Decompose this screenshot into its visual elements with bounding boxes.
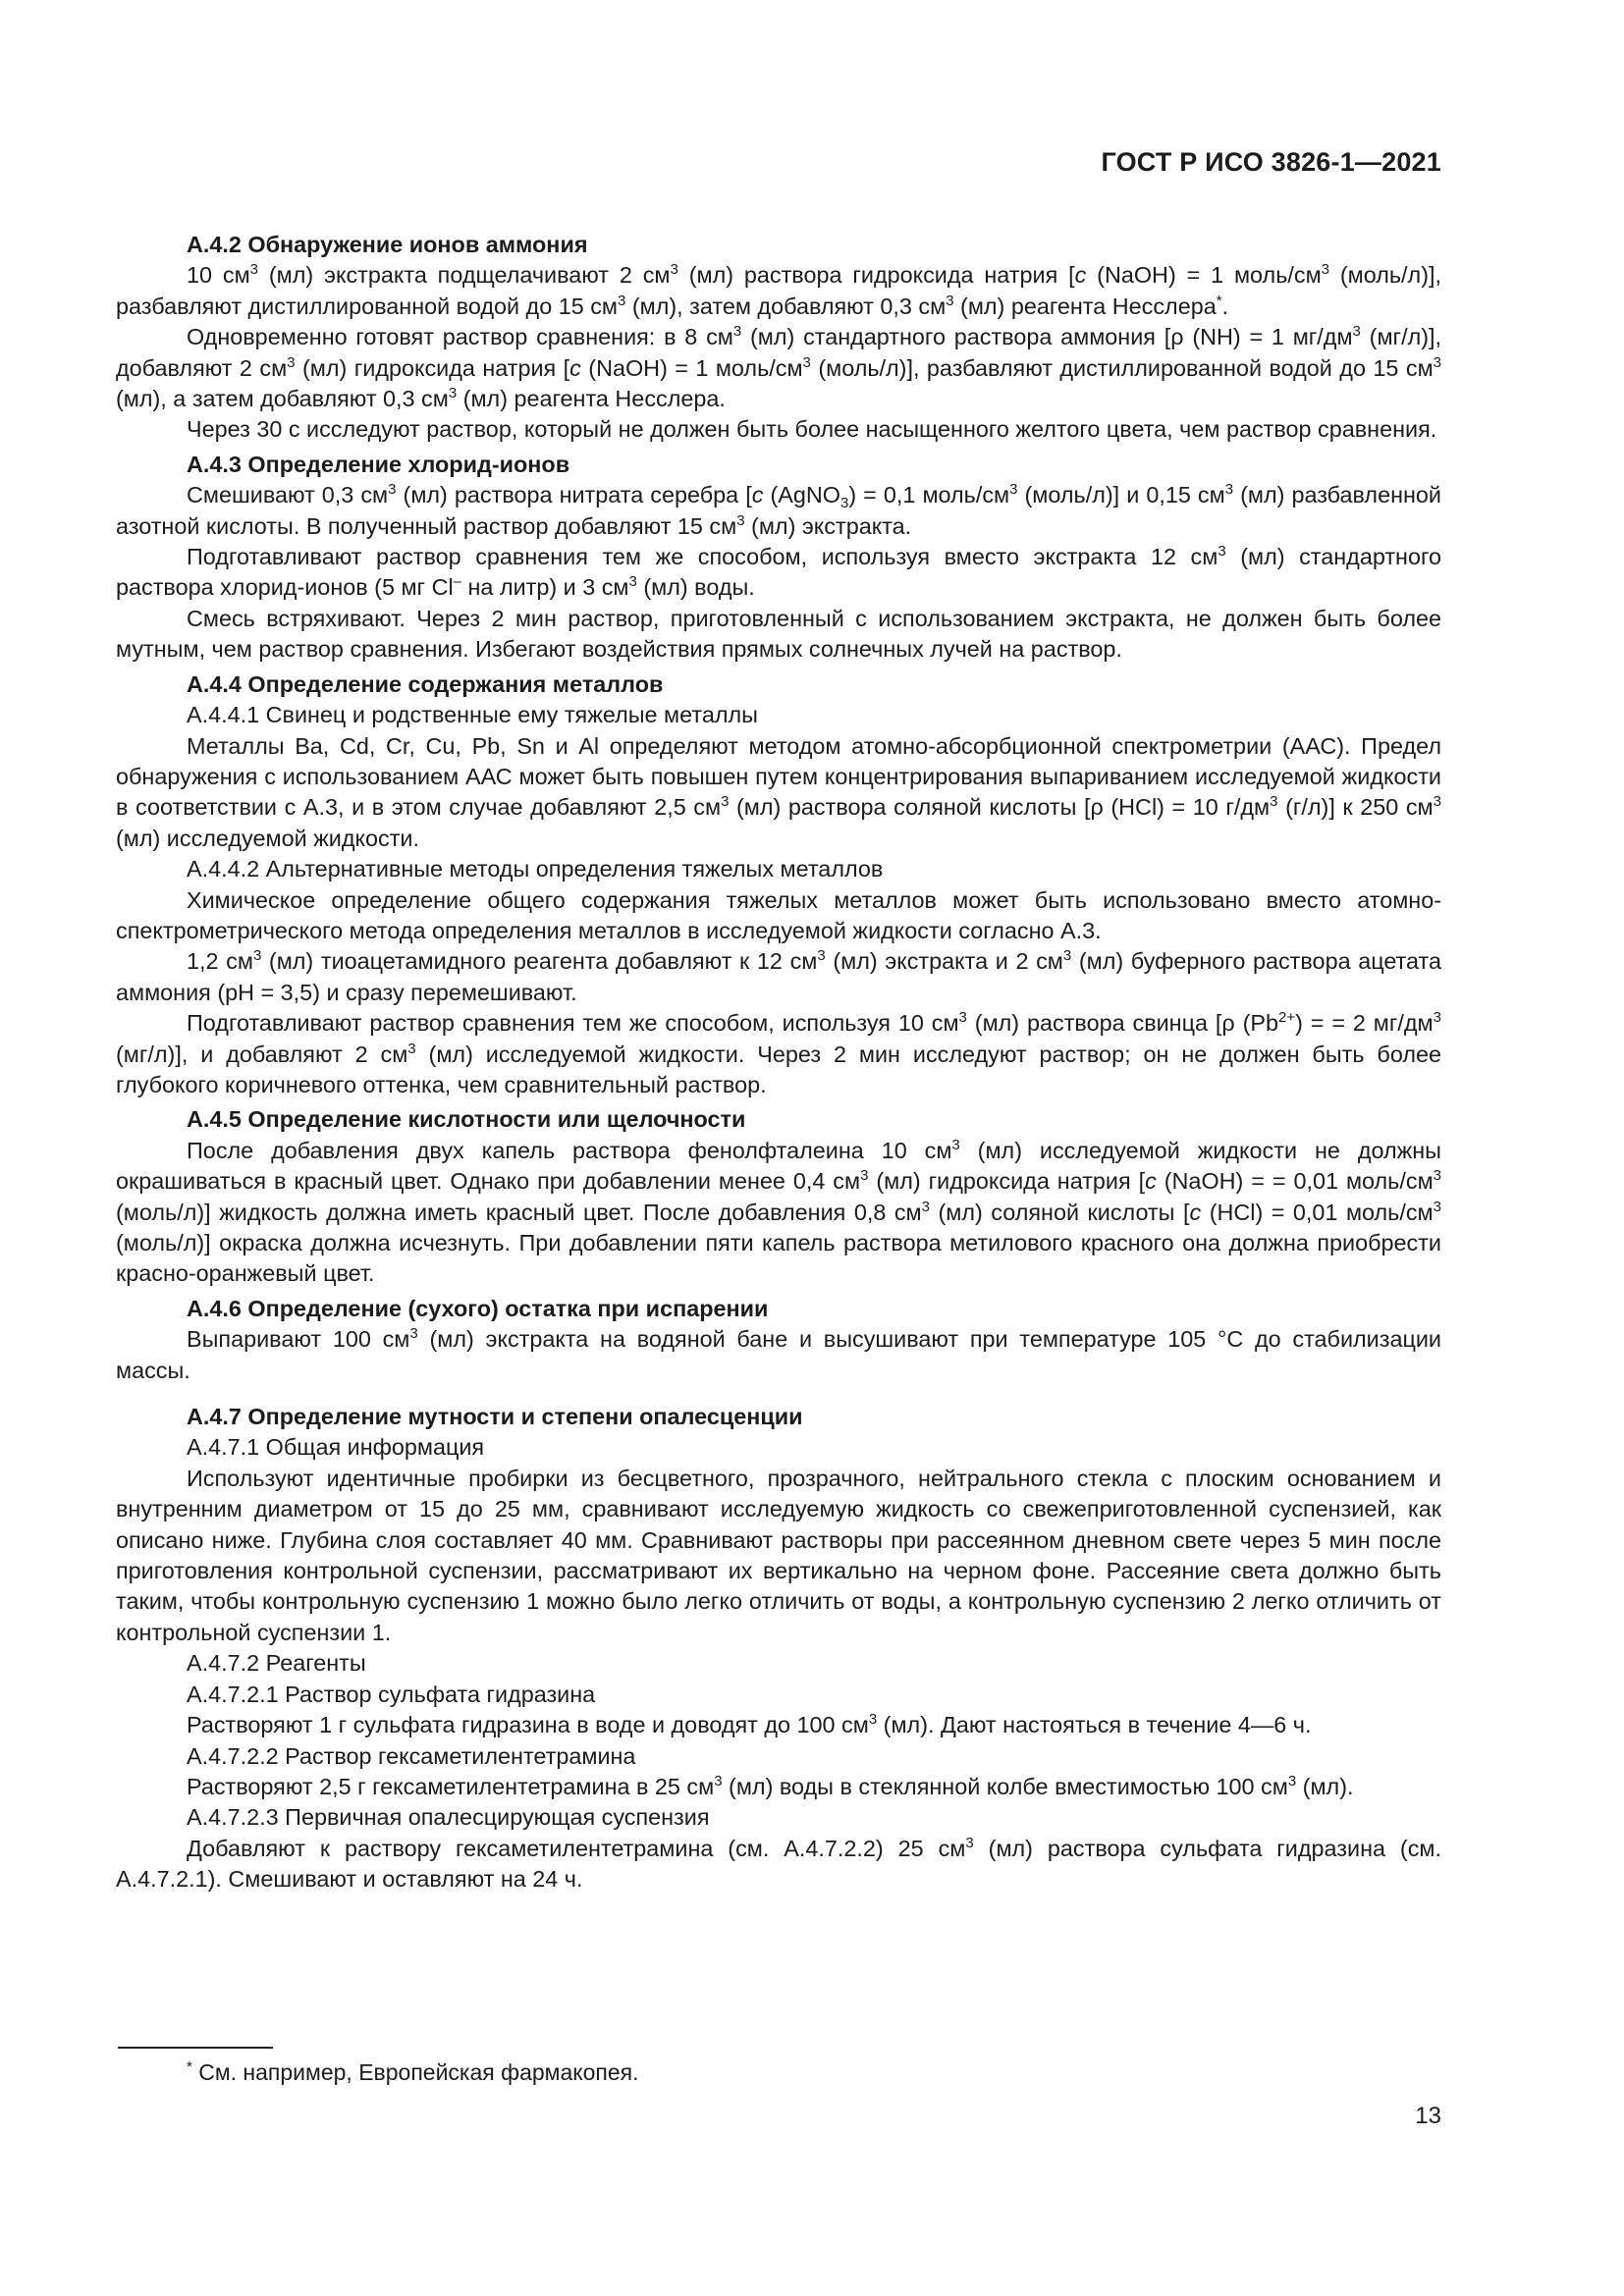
page-number: 13	[1415, 2103, 1441, 2129]
section-heading-a447: А.4.7 Определение мутности и степени опалесценции	[187, 1404, 803, 1430]
paragraph: Растворяют 1 г сульфата гидразина в воде и доводят до 100 $см^3$ (мл). Дают настояться в течение 4—6 ч.	[187, 1711, 1312, 1738]
subsection-heading: А.4.4.1 Свинец и родственные ему тяжелые металлы	[187, 702, 758, 728]
paragraph: Подготавливают раствор сравнения тем же способом, используя вместо экстракта 12 $см^3$ (мл) стандартного раствора хлорид-ионов (5 мг Cl– на литр) и 3 $см^3$ (мл) воды.	[116, 543, 1441, 601]
document-body	[116, 226, 1441, 1896]
section-heading-a446: А.4.6 Определение (сухого) остатка при испарении	[187, 1295, 769, 1321]
footnote-text: См. например, Европейская фармакопея.	[191, 2059, 639, 2085]
paragraph: Смесь встряхивают. Через 2 мин раствор, приготовленный с использованием экстракта, не должен быть более мутным, чем раствор сравнения. Избегают воздействия прямых солнечных лучей на раствор.	[116, 605, 1441, 663]
paragraph: Металлы Ba, Cd, Cr, Cu, Pb, Sn и Al определяют методом атомно-абсорбционной спектрометрии (ААС). Предел обнаружения с использованием ААС может быть повышен путем концентрирования выпариванием исследуемой жидкости в соответствии с А.3, и в этом случае добавляют 2,5 $см^3$ (мл) раствора соляной кислоты [ρ (HCl) = 10 $г/дм^3$ (г/л)] к 250 $см^3$ (мл) исследуемой жидкости.	[116, 732, 1441, 851]
paragraph: Через 30 с исследуют раствор, который не должен быть более насыщенного желтого цвета, чем раствор сравнения.	[187, 416, 1437, 443]
subsection-heading: А.4.7.2 Реагенты	[187, 1650, 366, 1677]
paragraph: Подготавливают раствор сравнения тем же способом, используя 10 $см^3$ (мл) раствора свинца [ρ $(Pb^{2+})$ = = 2 $мг/дм^3$ (мг/л)], и добавляют 2 $см^3$ (мл) исследуемой жидкости. Через 2 мин исследуют раствор; он не должен быть более глубокого коричневого оттенка, чем сравнительный раствор.	[116, 1009, 1441, 1097]
paragraph: Растворяют 2,5 г гексаметилентетрамина в 25 $см^3$ (мл) воды в стеклянной колбе вместимостью 100 $см^3$ (мл).	[187, 1772, 1354, 1799]
section-heading-a442: А.4.2 Обнаружение ионов аммония	[187, 232, 588, 257]
paragraph: Смешивают 0,3 $см^3$ (мл) раствора нитрата серебра [c (AgNO$_3$) = 0,1 моль/$см^3$ (моль/л)] и 0,15 $см^3$ (мл) разбавленной азотной кислоты. В полученный раствор добавляют 15 $см^3$ (мл) экстракта.	[116, 481, 1441, 539]
subsection-heading: А.4.4.2 Альтернативные методы определения тяжелых металлов	[187, 856, 884, 882]
paragraph: Выпаривают 100 $см^3$ (мл) экстракта на водяной бане и высушивают при температуре 105 °С до стабилизации массы.	[116, 1325, 1441, 1383]
paragraph: 10 $см^3$ (мл) экстракта подщелачивают 2 $см^3$ (мл) раствора гидроксида натрия [c (NaOH) = 1 моль/$см^3$ (моль/л)], разбавляют дистиллированной водой до 15 $см^3$ (мл), затем добавляют 0,3 $см^3$ (мл) реагента Несслера*.	[116, 261, 1441, 319]
subsection-heading: А.4.7.2.3 Первичная опалесцирующая суспензия	[187, 1804, 710, 1831]
section-heading-a443: А.4.3 Определение хлорид-ионов	[187, 451, 570, 477]
paragraph: Добавляют к раствору гексаметилентетрамина (см. А.4.7.2.2) 25 $см^3$ (мл) раствора сульфата гидразина (см. А.4.7.2.1). Смешивают и оставляют на 24 ч.	[116, 1834, 1441, 1893]
paragraph: Химическое определение общего содержания тяжелых металлов может быть использовано вместо атомно-спектрометрического метода определения металлов в исследуемой жидкости согласно А.3.	[116, 886, 1441, 943]
paragraph: Одновременно готовят раствор сравнения: в 8 $см^3$ (мл) стандартного раствора аммония [ρ (NH) = 1 $мг/дм^3$ (мг/л)], добавляют 2 $см^3$ (мл) гидроксида натрия [c (NaOH) = 1 моль/$см^3$ (моль/л)], разбавляют дистиллированной водой до 15 $см^3$ (мл), а затем добавляют 0,3 $см^3$ (мл) реагента Несслера.	[116, 323, 1442, 412]
subsection-heading: А.4.7.2.2 Раствор гексаметилентетрамина	[187, 1742, 636, 1769]
footnote-mark: *	[187, 2058, 192, 2075]
section-heading-a445: А.4.5 Определение кислотности или щелочности	[187, 1106, 746, 1133]
paragraph: После добавления двух капель раствора фенолфталеина 10 $см^3$ (мл) исследуемой жидкости не должны окрашиваться в красный цвет. Однако при добавлении менее 0,4 $см^3$ (мл) гидроксида натрия [c (NaOH) = = 0,01 моль/$см^3$ (моль/л)] жидкость должна иметь красный цвет. После добавления 0,8 $см^3$ (мл) соляной кислоты [c (HCl) = 0,01 моль/$см^3$ (моль/л)] окраска должна исчезнуть. При добавлении пяти капель раствора метилового красного она должна приобрести красно-оранжевый цвет.	[116, 1136, 1441, 1287]
paragraph: 1,2 $см^3$ (мл) тиоацетамидного реагента добавляют к 12 $см^3$ (мл) экстракта и 2 $см^3$ (мл) буферного раствора ацетата аммония (pH = 3,5) и сразу перемешивают.	[116, 947, 1442, 1005]
section-heading-a444: А.4.4 Определение содержания металлов	[187, 670, 664, 697]
footnote-divider	[118, 2047, 273, 2049]
footnote	[187, 2059, 638, 2086]
subsection-heading: А.4.7.1 Общая информация	[187, 1434, 485, 1461]
footnote-ref: *	[1216, 292, 1222, 309]
document-header: ГОСТ Р ИСО 3826-1—2021	[1101, 147, 1441, 177]
subsection-heading: А.4.7.2.1 Раствор сульфата гидразина	[187, 1681, 596, 1707]
paragraph: Используют идентичные пробирки из бесцветного, прозрачного, нейтрального стекла с плоским основанием и внутренним диаметром от 15 до 25 мм, сравнивают исследуемую жидкость со свежеприготовленной суспензией, как описано ниже. Глубина слоя составляет 40 мм. Сравнивают растворы при рассеянном дневном свете через 5 мин после приготовления контрольной суспензии, рассматривают их вертикально на черном фоне. Рассеяние света должно быть таким, чтобы контрольную суспензию 1 можно было легко отличить от воды, а контрольную суспензию 2 легко отличить от контрольной суспензии 1.	[116, 1465, 1441, 1645]
